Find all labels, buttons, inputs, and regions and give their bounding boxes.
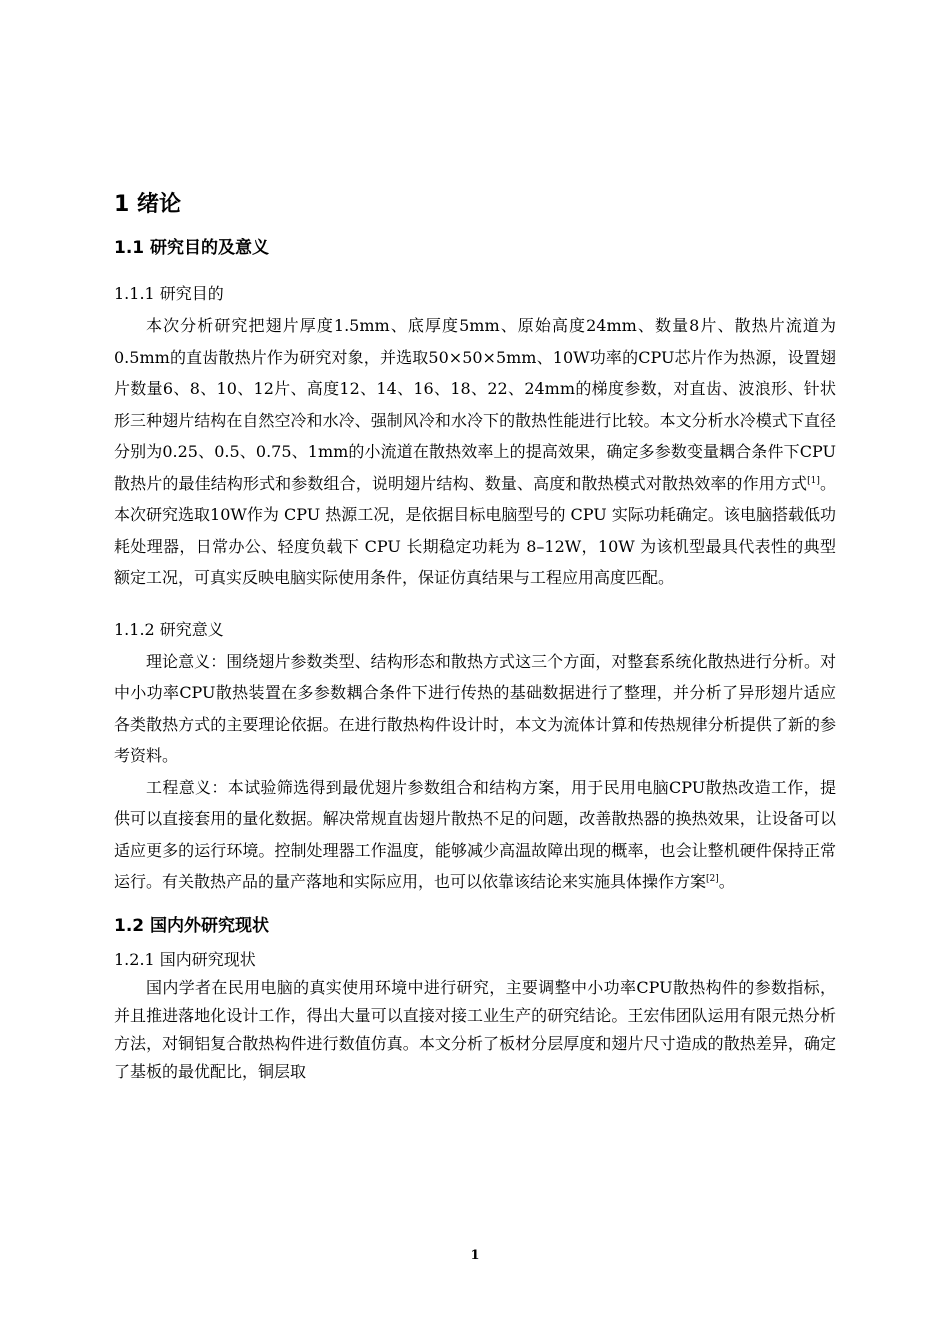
page-body: [114, 188, 836, 1086]
paragraph-domestic-research: 国内学者在民用电脑的真实使用环境中进行研究，主要调整中小功率CPU散热构件的参数指标，并且推进落地化设计工作，得出大量可以直接对接工业生产的研究结论。王宏伟团队运用有限元热分析方法，对铜铝复合散热构件进行数值仿真。本文分析了板材分层厚度和翅片尺寸造成的散热差异，确定了基板的最优配比，铜层取: [114, 977, 836, 1081]
paragraph-research-purpose: [114, 310, 836, 594]
spacer: [114, 594, 836, 616]
spacer: [114, 898, 836, 912]
subsection-title-1-1-1: 1.1.1 研究目的: [114, 284, 224, 303]
paragraph-text: 。本次研究选取10W作为 CPU 热源工况，是依据目标电脑型号的 CPU 实际功耗确定。该电脑搭载低功耗处理器，日常办公、轻度负载下 CPU 长期稳定功耗为 8–12W，10W 为该机型最具代表性的典型额定工况，可真实反映电脑实际使用条件，保证仿真结果与工程应用高度匹配。: [114, 473, 836, 587]
chapter-title: 1 绪论: [114, 192, 181, 217]
paragraph-engineering-significance: [114, 772, 836, 898]
paragraph-text: 本次分析研究把翅片厚度1.5mm、底厚度5mm、原始高度24mm、数量8片、散热片流道为0.5mm的直齿散热片作为研究对象，并选取50×50×5mm、10W功率的CPU芯片作为热源，设置翅片数量6、8、10、12片、高度12、14、16、18、22、24mm的梯度参数，对直齿、波浪形、针状形三种翅片结构在自然空冷和水冷、强制风冷和水冷下的散热性能进行比较。本文分析水冷模式下直径分别为0.25、0.5、0.75、1mm的小流道在散热效率上的提高效果，确定多参数变量耦合条件下CPU散热片的最佳结构形式和参数组合，说明翅片结构、数量、高度和散热模式对散热效率的作用方式: [114, 316, 836, 493]
page-number: 1: [470, 1248, 480, 1263]
section-title-1-2: 1.2 国内外研究现状: [114, 915, 270, 936]
subsection-title-1-1-2: 1.1.2 研究意义: [114, 619, 224, 639]
citation-ref-1[interactable]: [1]: [807, 475, 820, 486]
citation-ref-2[interactable]: [2]: [706, 874, 719, 884]
subsection-title-1-2-1: 1.2.1 国内研究现状: [114, 949, 256, 969]
section-title-1-1: 1.1 研究目的及意义: [114, 238, 270, 258]
paragraph-theoretical-significance: 理论意义：围绕翅片参数类型、结构形态和散热方式这三个方面，对整套系统化散热进行分析。对中小功率CPU散热装置在多参数耦合条件下进行传热的基础数据进行了整理，并分析了异形翅片适应各类散热方式的主要理论依据。在进行散热构件设计时，本文为流体计算和传热规律分析提供了新的参考资料。: [114, 651, 836, 765]
paragraph-text: 。: [718, 872, 735, 891]
paragraph-text: 工程意义：本试验筛选得到最优翅片参数组合和结构方案，用于民用电脑CPU散热改造工作，提供可以直接套用的量化数据。解决常规直齿翅片散热不足的问题，改善散热器的换热效果，让设备可以适应更多的运行环境。控制处理器工作温度，能够减少高温故障出现的概率，也会让整机硬件保持正常运行。有关散热产品的量产落地和实际应用，也可以依靠该结论来实施具体操作方案: [114, 777, 836, 891]
